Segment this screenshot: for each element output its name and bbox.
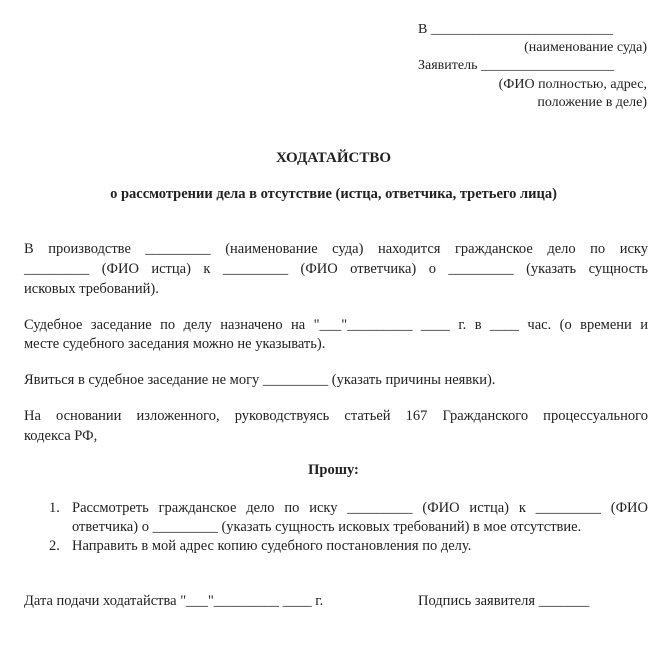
request-heading: Прошу: xyxy=(308,462,359,478)
paragraph-4-line-1: На основании изложенного, руководствуясь статьей 167 Гражданского процессуального xyxy=(24,408,648,424)
paragraph-3: Явиться в судебное заседание не могу _________ (указать причины неявки). xyxy=(24,372,496,388)
request-1-line-2: ответчика) о _________ (указать сущность исковых требований) в мое отсутствие. xyxy=(72,519,582,535)
request-1-line-1: Рассмотреть гражданское дело по иску _________ (ФИО истца) к _________ (ФИО xyxy=(72,500,648,516)
court-hint: (наименование суда) xyxy=(524,40,647,55)
document-subtitle: о рассмотрении дела в отсутствие (истца, ответчика, третьего лица) xyxy=(110,186,557,202)
paragraph-1-line-1: В производстве _________ (наименование суда) находится гражданское дело по иску xyxy=(24,241,648,257)
paragraph-4-line-2: кодекса РФ, xyxy=(24,428,98,444)
document-title: ХОДАТАЙСТВО xyxy=(275,150,392,166)
applicant-hint-2: положение в деле) xyxy=(537,95,647,110)
applicant-hint-1: (ФИО полностью, адрес, xyxy=(498,77,647,92)
paragraph-2-line-2: месте судебного заседания можно не указывать). xyxy=(24,336,326,352)
applicant-line: Заявитель ___________________ xyxy=(418,58,614,73)
signature-label: Подпись заявителя _______ xyxy=(418,593,590,609)
request-1-number: 1. xyxy=(49,500,60,516)
paragraph-1-line-3: исковых требований). xyxy=(24,281,159,297)
paragraph-2-line-1: Судебное заседание по делу назначено на "___"_________ ____ г. в ____ час. (о времени и xyxy=(24,317,648,333)
request-2-number: 2. xyxy=(49,538,60,554)
request-2-line-1: Направить в мой адрес копию судебного постановления по делу. xyxy=(72,538,472,554)
court-line: В __________________________ xyxy=(418,22,613,37)
filing-date-label: Дата подачи ходатайства "___"_________ ____ г. xyxy=(24,593,324,609)
paragraph-1-line-2: _________ (ФИО истца) к _________ (ФИО ответчика) о _________ (указать сущность xyxy=(24,261,648,277)
